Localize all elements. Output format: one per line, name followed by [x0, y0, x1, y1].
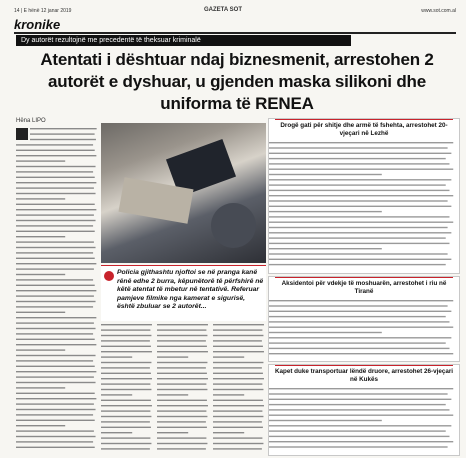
text-line [269, 158, 446, 159]
text-line [101, 351, 152, 352]
pull-quote-text: Policia gjithashtu njoftoi se në pranga kanë rënë edhe 2 burra, këpunëtorë të përfshirë në këtë atentat të mbetur në tentativë. Referuar pamjeve filmike nga kamerat e sigurisë, është zbuluar se 2 autorët... [117, 269, 264, 311]
text-line [269, 425, 451, 426]
text-line [157, 443, 207, 444]
text-line [213, 389, 263, 390]
text-line [157, 416, 207, 417]
text-line [101, 383, 150, 384]
text-line [269, 436, 449, 437]
text-line [16, 447, 95, 448]
text-line [16, 339, 95, 340]
article-column-4-text [213, 322, 265, 454]
text-line [16, 360, 93, 361]
text-line [16, 182, 96, 183]
text-line [101, 421, 150, 422]
news-box-tirane-text [269, 297, 457, 359]
text-line [213, 378, 264, 379]
text-line [269, 153, 451, 154]
text-line [16, 236, 65, 237]
text-line [16, 441, 93, 442]
text-line [269, 300, 453, 301]
text-line [213, 416, 263, 417]
text-line [213, 329, 262, 330]
news-sidebar [268, 118, 458, 458]
text-line [213, 448, 262, 449]
text-line [269, 147, 448, 148]
article-column-3-text [157, 322, 209, 454]
text-line [16, 436, 96, 437]
text-line [16, 344, 96, 345]
text-line [269, 211, 382, 212]
text-line [16, 268, 94, 269]
text-line [30, 139, 96, 140]
text-line [269, 248, 382, 249]
text-line [269, 237, 446, 238]
text-line [16, 279, 93, 280]
text-line [269, 420, 382, 421]
text-line [101, 410, 150, 411]
text-line [16, 371, 96, 372]
text-line [269, 415, 453, 416]
text-line [16, 258, 95, 259]
text-line [157, 356, 188, 357]
text-line [269, 393, 448, 394]
text-line [213, 394, 244, 395]
text-line [16, 220, 96, 221]
text-line [16, 225, 93, 226]
text-line [157, 362, 207, 363]
text-line [16, 160, 65, 161]
text-line [157, 367, 206, 368]
text-line [16, 333, 93, 334]
text-line [16, 355, 96, 356]
text-line [101, 324, 152, 325]
text-line [101, 400, 151, 401]
text-line [269, 337, 451, 338]
text-line [269, 388, 453, 389]
text-line [16, 349, 65, 350]
text-line [101, 416, 151, 417]
text-line [101, 437, 150, 438]
text-line [157, 389, 207, 390]
section-rule [14, 32, 456, 34]
text-line [101, 356, 132, 357]
text-line [269, 332, 382, 333]
text-line [16, 150, 95, 151]
text-line [101, 443, 151, 444]
text-line [269, 174, 382, 175]
pull-quote [101, 265, 266, 321]
text-line [269, 195, 453, 196]
quote-marker-icon [104, 271, 114, 281]
text-line [16, 155, 96, 156]
text-line [16, 317, 96, 318]
text-line [157, 378, 208, 379]
text-line [157, 421, 206, 422]
text-line [269, 179, 451, 180]
text-line [101, 335, 151, 336]
text-line [101, 448, 150, 449]
text-line [16, 290, 96, 291]
text-line [213, 356, 244, 357]
text-line [16, 144, 93, 145]
text-line [213, 405, 264, 406]
text-line [269, 227, 448, 228]
text-line [269, 348, 449, 349]
text-line [213, 351, 264, 352]
text-line [213, 367, 262, 368]
text-line [101, 405, 152, 406]
kicker: Dy autorët rezultojnë me precedentë të theksuar kriminalë [16, 35, 351, 46]
text-line [269, 327, 453, 328]
text-line [16, 247, 96, 248]
paper-name: GAZETA SOT [204, 7, 242, 13]
headline: Atentati i dështuar ndaj biznesmenit, arrestohen 2 autorët e dyshuar, u gjenden maska silikoni dhe uniforma të RENEA [40, 50, 434, 113]
text-line [16, 187, 94, 188]
text-line [269, 253, 448, 254]
text-line [213, 427, 263, 428]
article-column-1 [16, 126, 98, 452]
article-column-2-text [101, 322, 153, 454]
text-line [269, 259, 451, 260]
text-line [213, 421, 262, 422]
text-line [16, 301, 96, 302]
text-line [101, 346, 151, 347]
text-line [269, 305, 448, 306]
news-box-kukes-title: Kapet duke transportuar lëndë druore, arrestohet 26-vjeçari në Kukës [274, 368, 454, 383]
text-line [157, 340, 206, 341]
text-line [101, 362, 151, 363]
text-line [16, 295, 94, 296]
title-accent-line [275, 365, 453, 366]
text-line [157, 448, 206, 449]
text-line [16, 306, 93, 307]
text-line [269, 446, 448, 447]
byline: Hëna LIPO [16, 118, 46, 124]
text-line [157, 329, 206, 330]
article-column-2 [101, 322, 153, 454]
text-line [213, 340, 262, 341]
text-line [157, 427, 207, 428]
text-line [269, 399, 451, 400]
website: www.sot.com.al [421, 8, 456, 14]
text-line [16, 322, 94, 323]
text-line [157, 405, 208, 406]
text-line [101, 367, 150, 368]
text-line [157, 400, 207, 401]
text-line [16, 382, 96, 383]
news-box-lezhe-text [269, 139, 457, 267]
text-line [101, 373, 151, 374]
text-line [101, 389, 151, 390]
text-line [16, 204, 95, 205]
news-box-kukes-text [269, 385, 457, 451]
text-line [269, 163, 449, 164]
text-line [269, 342, 446, 343]
text-line [16, 393, 95, 394]
text-line [16, 312, 65, 313]
text-line [269, 264, 446, 265]
text-line [157, 410, 206, 411]
title-accent-line [275, 119, 453, 120]
article-column-1-text [16, 126, 98, 452]
text-line [16, 409, 96, 410]
text-line [157, 373, 207, 374]
text-line [213, 383, 262, 384]
text-line [269, 169, 453, 170]
text-line [16, 376, 94, 377]
text-line [269, 222, 453, 223]
text-line [213, 410, 262, 411]
text-line [157, 324, 208, 325]
text-line [213, 346, 263, 347]
text-line [213, 400, 263, 401]
text-line [269, 321, 449, 322]
text-line [16, 252, 93, 253]
article-photo [101, 123, 266, 263]
text-line [213, 437, 262, 438]
text-line [269, 441, 453, 442]
title-accent-line [275, 277, 453, 278]
text-line [16, 328, 96, 329]
text-line [16, 193, 96, 194]
text-line [269, 200, 448, 201]
text-line [16, 414, 93, 415]
news-box-lezhe [268, 118, 460, 274]
text-line [269, 206, 451, 207]
text-line [16, 214, 94, 215]
text-line [101, 329, 150, 330]
text-line [101, 427, 151, 428]
text-line [101, 432, 132, 433]
news-box-tirane-title: Aksidentoi për vdekje të moshuarën, arrestohet i riu në Tiranë [281, 280, 447, 295]
text-line [213, 443, 263, 444]
section-title: kronike [14, 17, 61, 32]
text-line [16, 171, 93, 172]
news-box-kukes [268, 364, 460, 456]
text-line [16, 285, 95, 286]
text-line [213, 324, 264, 325]
page-info: 14 | E hënë 12 janar 2019 [14, 8, 72, 14]
text-line [269, 311, 451, 312]
text-line [213, 362, 263, 363]
text-line [213, 335, 263, 336]
text-line [16, 231, 95, 232]
text-line [16, 274, 65, 275]
text-line [16, 166, 96, 167]
text-line [16, 177, 95, 178]
text-line [101, 378, 152, 379]
text-line [101, 394, 132, 395]
text-line [213, 373, 263, 374]
text-line [157, 346, 207, 347]
news-box-tirane [268, 276, 460, 362]
text-line [269, 190, 449, 191]
news-box-lezhe-title: Drogë gati për shitje dhe armë të fshehta, arrestohet 20-vjeçari në Lezhë [280, 122, 448, 137]
text-line [269, 216, 449, 217]
text-line [16, 403, 94, 404]
text-line [213, 432, 244, 433]
text-line [16, 398, 96, 399]
text-line [16, 263, 96, 264]
text-line [16, 387, 65, 388]
page-header [14, 6, 456, 15]
article-column-3 [157, 322, 209, 454]
text-line [101, 340, 150, 341]
text-line [157, 335, 207, 336]
text-line [157, 383, 206, 384]
text-line [16, 198, 65, 199]
text-line [30, 128, 97, 129]
text-line [269, 430, 446, 431]
text-line [16, 430, 94, 431]
text-line [269, 316, 446, 317]
text-line [157, 437, 206, 438]
text-line [16, 366, 95, 367]
text-line [16, 420, 95, 421]
text-line [16, 425, 65, 426]
text-line [16, 241, 94, 242]
article-column-4 [213, 322, 265, 454]
text-line [269, 232, 451, 233]
text-line [269, 404, 446, 405]
text-line [269, 243, 449, 244]
text-line [157, 351, 208, 352]
text-line [269, 409, 449, 410]
text-line [157, 432, 188, 433]
text-line [30, 133, 95, 134]
text-line [269, 353, 453, 354]
text-line [269, 142, 453, 143]
text-line [269, 184, 446, 185]
text-line [157, 394, 188, 395]
text-line [16, 209, 96, 210]
